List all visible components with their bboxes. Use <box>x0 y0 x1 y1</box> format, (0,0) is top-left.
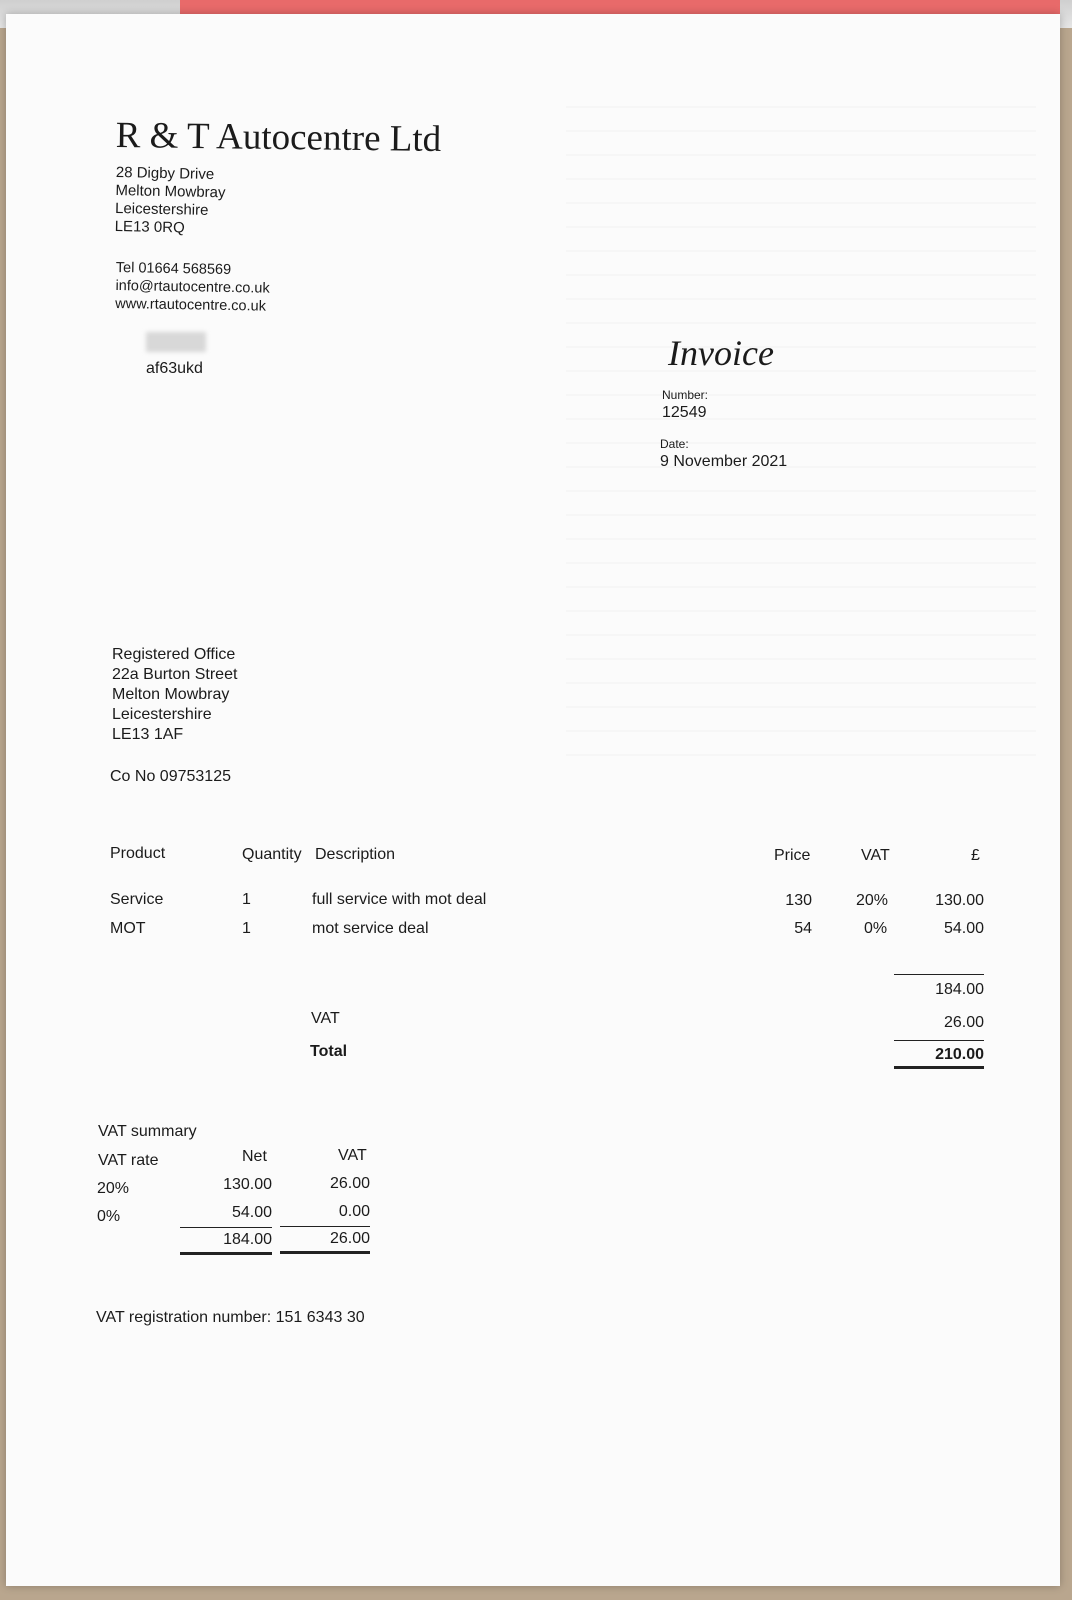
address-line: LE13 0RQ <box>114 217 185 237</box>
subtotal-amount: 184.00 <box>935 981 984 998</box>
vat-registration-number: VAT registration number: 151 6343 30 <box>96 1309 365 1326</box>
row-vat: 0% <box>864 920 888 937</box>
total-double-rule <box>894 1066 984 1069</box>
vat-amount: 26.00 <box>943 1014 984 1031</box>
vat-summary-rate: 20% <box>97 1180 130 1197</box>
row-amount: 54.00 <box>943 920 984 937</box>
company-number: Co No 09753125 <box>110 768 231 785</box>
office-line: LE13 1AF <box>112 726 184 743</box>
company-address <box>114 164 226 238</box>
vat-summary-rate: 0% <box>97 1208 121 1225</box>
invoice-date-label: Date: <box>660 437 689 451</box>
email: info@rtautocentre.co.uk <box>115 277 270 297</box>
net-rule <box>180 1227 272 1228</box>
vat-summary-vat: 26.00 <box>329 1175 370 1192</box>
office-line: 22a Burton Street <box>112 666 238 683</box>
row-product: MOT <box>110 920 146 937</box>
row-quantity: 1 <box>242 920 251 937</box>
invoice-page <box>6 14 1060 1586</box>
header-vat: VAT <box>861 847 890 864</box>
address-line: Leicestershire <box>114 199 209 219</box>
office-line: Registered Office <box>112 646 236 663</box>
invoice-number: 12549 <box>662 404 707 421</box>
company-name: R & T Autocentre Ltd <box>115 114 442 160</box>
show-through-text <box>566 84 1036 764</box>
company-contact <box>115 259 270 316</box>
total-label: Total <box>310 1043 348 1060</box>
vat-summary-vat-total: 26.00 <box>329 1230 370 1247</box>
vat-label: VAT <box>311 1010 340 1027</box>
row-price: 54 <box>794 920 812 937</box>
row-product: Service <box>110 891 164 908</box>
header-description: Description <box>315 846 396 863</box>
vat-summary-net-total: 184.00 <box>223 1231 272 1248</box>
row-price: 130 <box>785 892 812 909</box>
website: www.rtautocentre.co.uk <box>115 295 267 315</box>
total-amount: 210.00 <box>935 1046 984 1063</box>
row-vat: 20% <box>856 892 889 909</box>
vat-summary-net: 54.00 <box>231 1204 272 1221</box>
header-price: Price <box>774 847 811 864</box>
vat-summary-title: VAT summary <box>98 1123 197 1140</box>
customer-reference: af63ukd <box>146 360 203 377</box>
invoice-date: 9 November 2021 <box>660 453 788 470</box>
header-product: Product <box>110 845 166 862</box>
telephone: Tel 01664 568569 <box>115 259 232 279</box>
address-line: 28 Digby Drive <box>115 164 215 184</box>
vat-summary-header-vat: VAT <box>338 1147 367 1164</box>
header-quantity: Quantity <box>242 846 302 863</box>
vat-summary-vat: 0.00 <box>338 1203 370 1220</box>
invoice-title: Invoice <box>668 333 774 373</box>
vat-summary-header-net: Net <box>242 1148 267 1165</box>
net-double-rule <box>180 1252 272 1255</box>
registered-office <box>112 645 237 745</box>
header-amount: £ <box>971 847 980 864</box>
office-line: Leicestershire <box>112 706 212 723</box>
vat-summary-net: 130.00 <box>223 1176 272 1193</box>
vat-rule <box>280 1226 370 1227</box>
redacted-name <box>146 332 206 352</box>
row-amount: 130.00 <box>935 892 984 909</box>
vat-summary-header-rate: VAT rate <box>98 1152 159 1169</box>
total-rule-top <box>894 1040 984 1041</box>
address-line: Melton Mowbray <box>115 181 226 202</box>
vat-double-rule <box>280 1251 370 1254</box>
row-description: full service with mot deal <box>312 891 487 908</box>
invoice-number-label: Number: <box>662 388 709 402</box>
row-quantity: 1 <box>242 891 251 908</box>
row-description: mot service deal <box>312 920 429 937</box>
office-line: Melton Mowbray <box>112 686 230 703</box>
subtotal-rule <box>894 974 984 975</box>
